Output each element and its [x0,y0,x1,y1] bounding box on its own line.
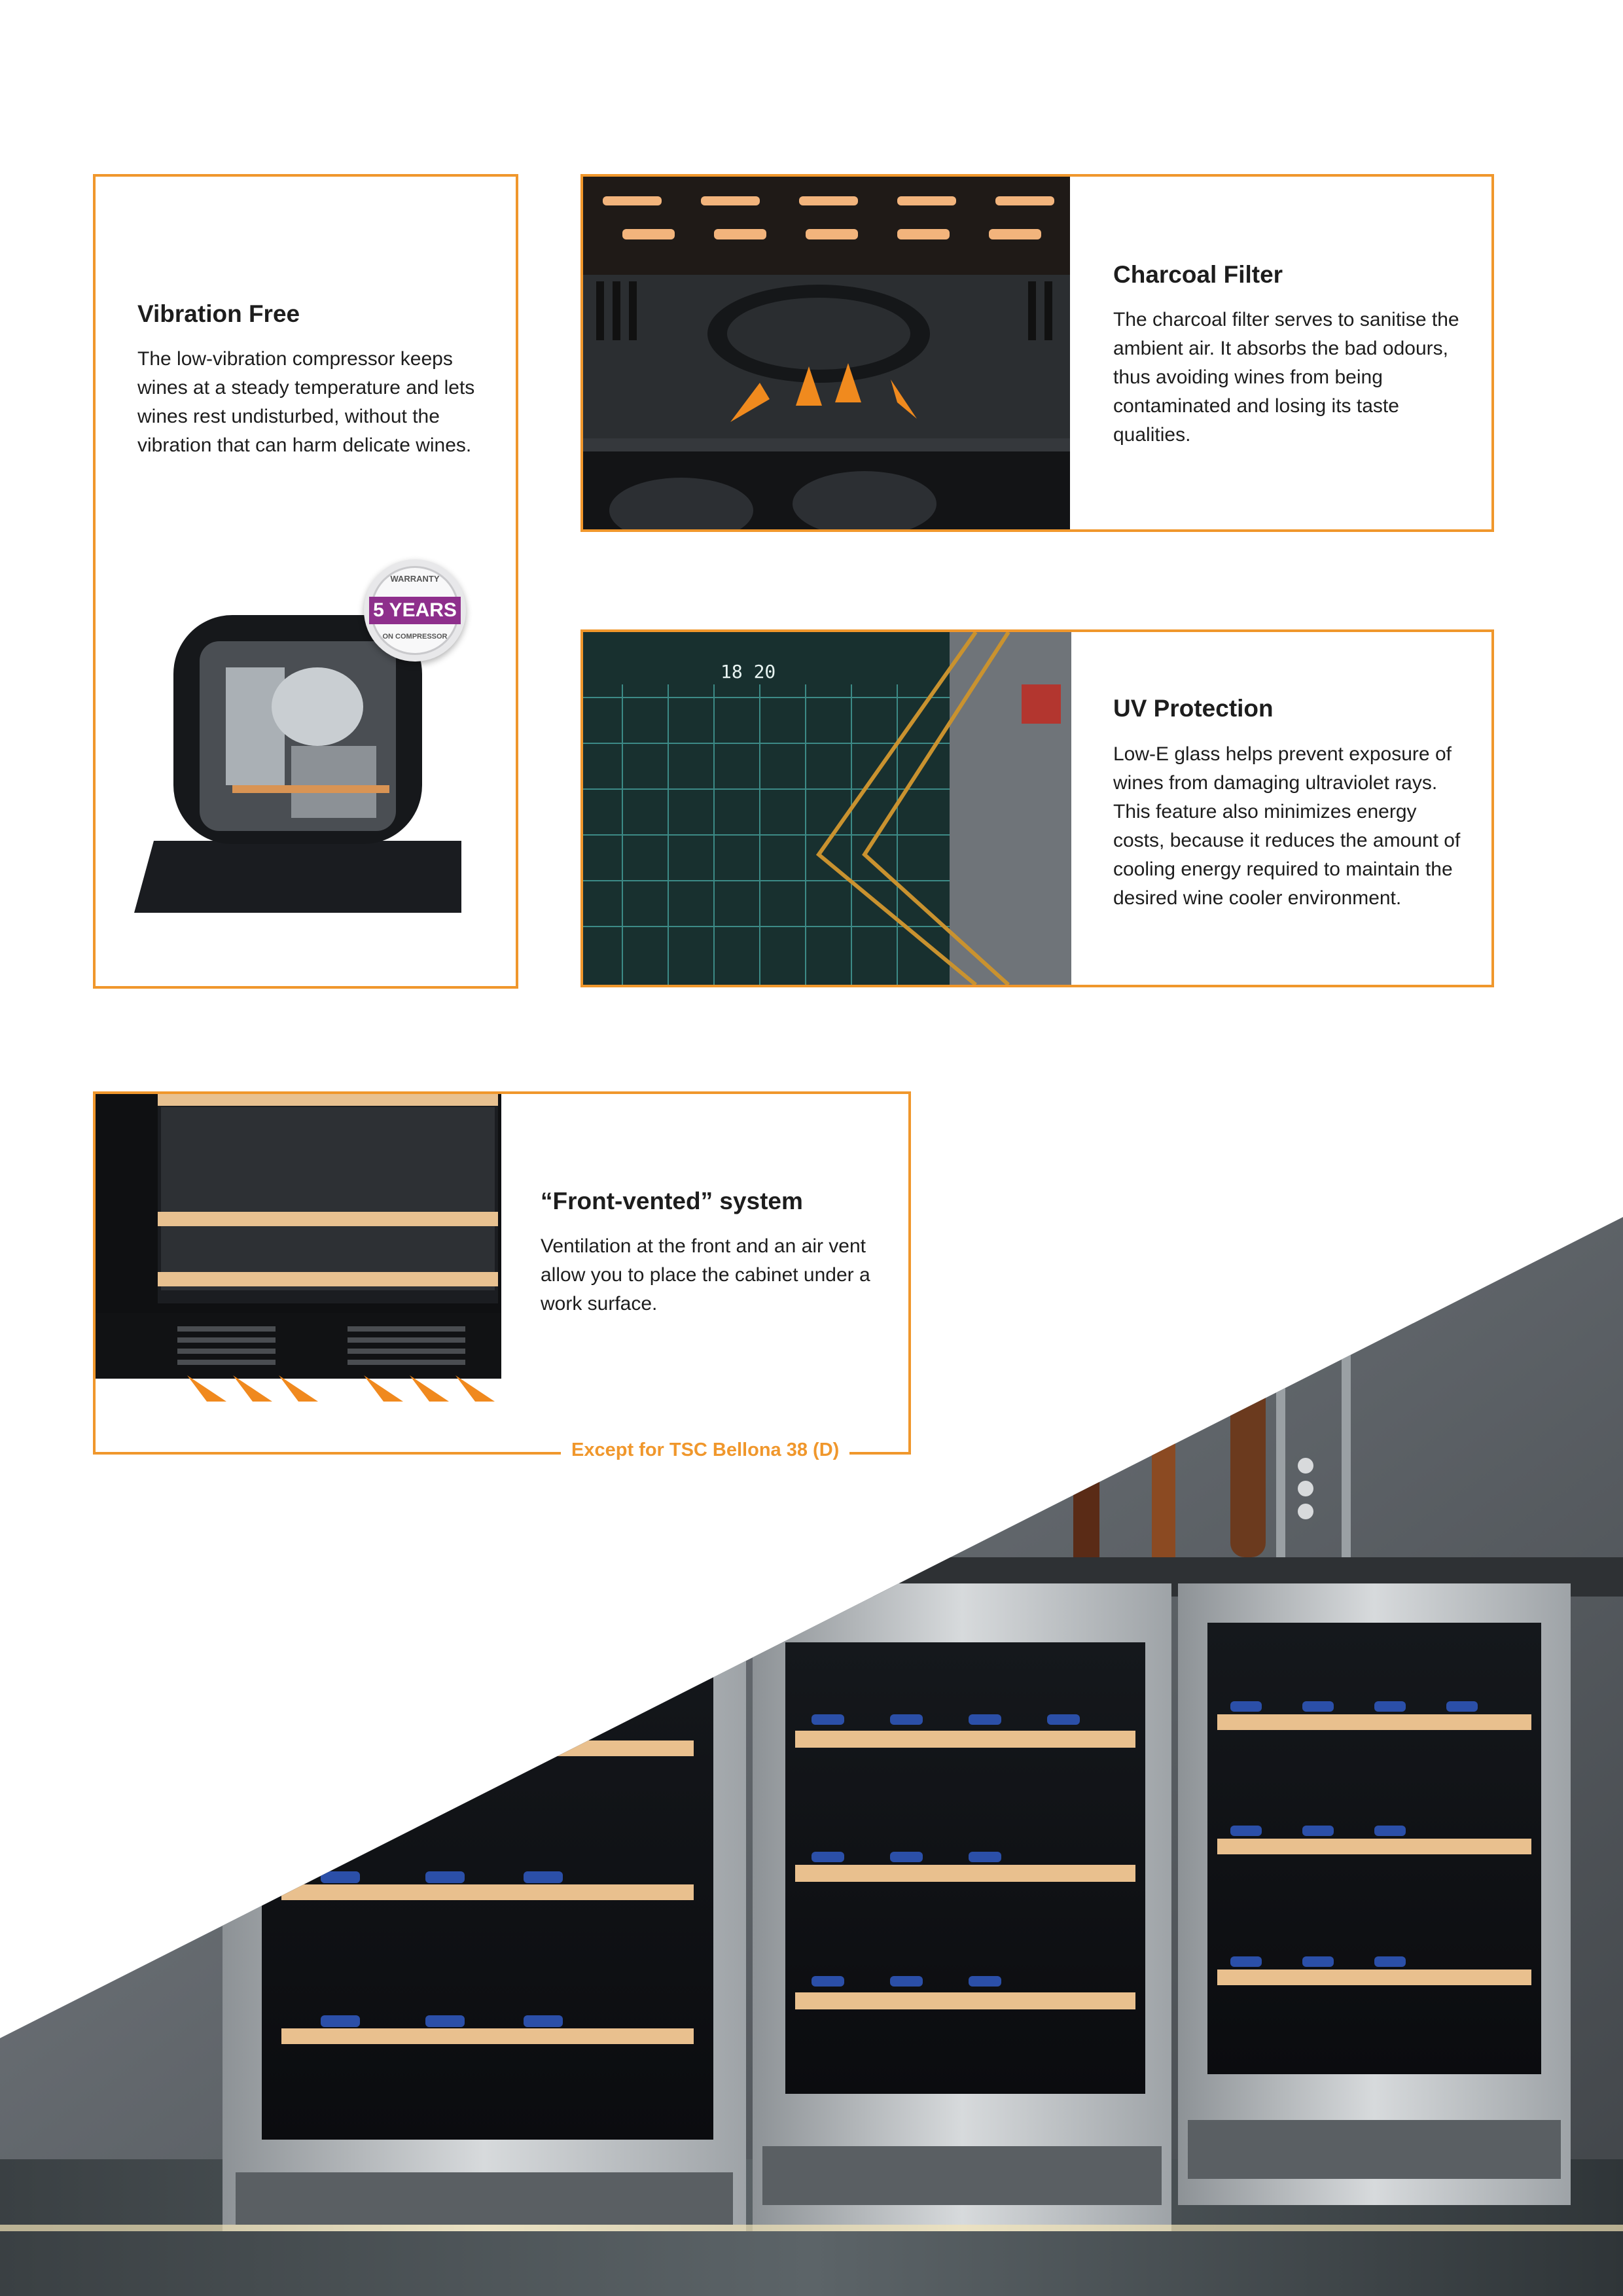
temperature-display: 18 20 [721,661,776,682]
vibration-free-body: The low-vibration compressor keeps wines at a steady temperature and lets wines rest undisturbed, without the vibration that can harm delicate wines. [137,348,475,456]
uv-protection-body: Low-E glass helps prevent exposure of wines from damaging ultraviolet rays. This feature also minimizes energy costs, because it reduces the amount of cooling energy required to maintain the desired wine cooler environment. [1113,743,1461,909]
uv-glass-image [583,632,1071,985]
badge-bottom-text: ON COMPRESSOR [382,633,448,641]
charcoal-filter-image [583,177,1070,529]
warranty-badge [364,559,466,662]
compressor-image [134,615,481,916]
uv-protection-title: UV Protection [1113,695,1274,722]
model-exception-note: Except for TSC Bellona 38 (D) [561,1439,849,1461]
badge-main-text: 5 YEARS [369,597,461,624]
badge-top-text: WARRANTY [390,574,440,584]
charcoal-filter-body: The charcoal filter serves to sanitise the ambient air. It absorbs the bad odours, thus avoiding wines from being contaminated and losing its taste qualities. [1113,309,1459,446]
front-vented-body: Ventilation at the front and an air vent allow you to place the cabinet under a work surface. [541,1235,870,1315]
front-vented-title: “Front-vented” system [541,1188,803,1214]
vibration-free-title: Vibration Free [137,300,300,327]
front-vented-image [96,1094,508,1408]
charcoal-filter-title: Charcoal Filter [1113,261,1283,288]
